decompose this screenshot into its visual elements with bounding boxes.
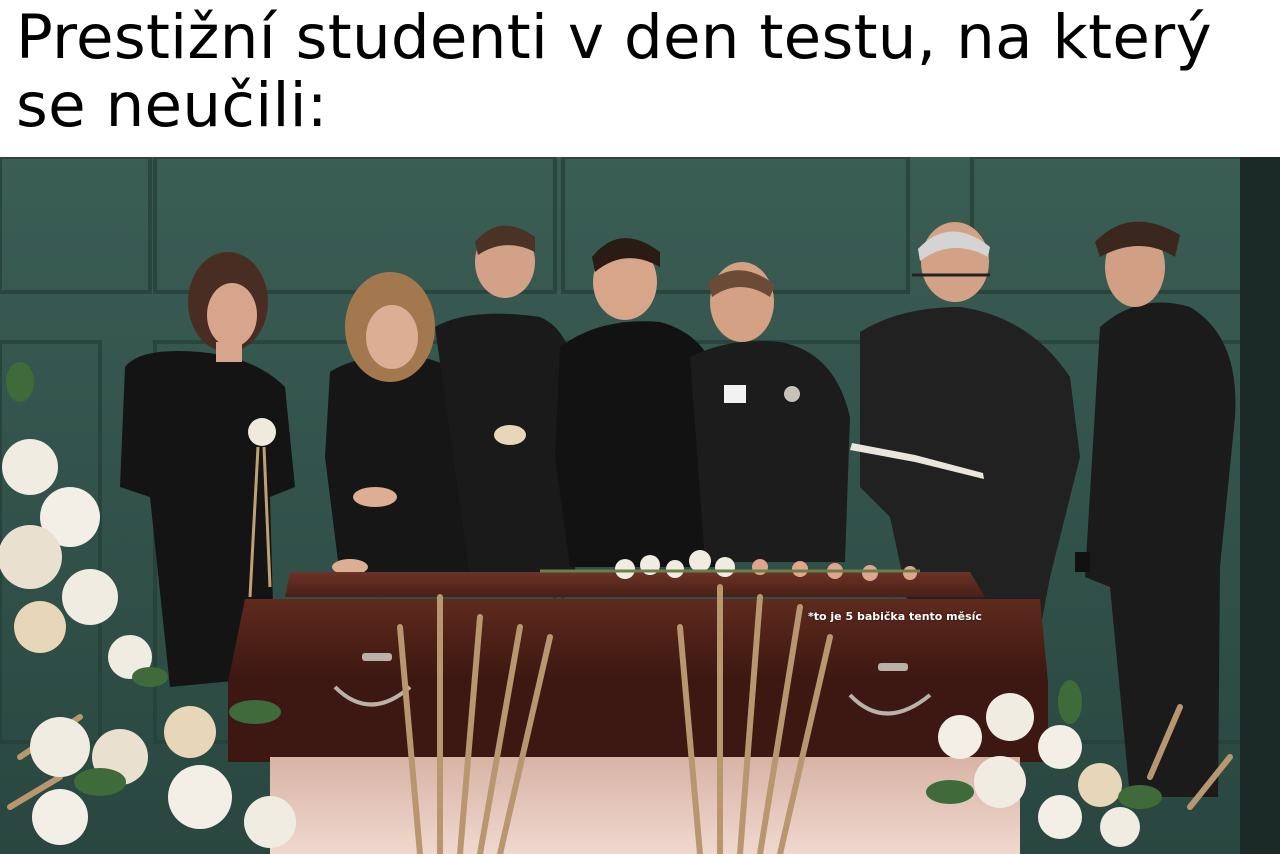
veil-drape [270, 757, 1020, 854]
funeral-scene-illustration [0, 157, 1280, 854]
overlay-note: *to je 5 babička tento měsíc [808, 610, 982, 623]
dark-curtain [1240, 157, 1280, 854]
coffin [228, 572, 1048, 762]
funeral-photo [0, 157, 1280, 854]
meme-caption: Prestižní studenti v den testu, na který se neučili: [16, 2, 1212, 141]
